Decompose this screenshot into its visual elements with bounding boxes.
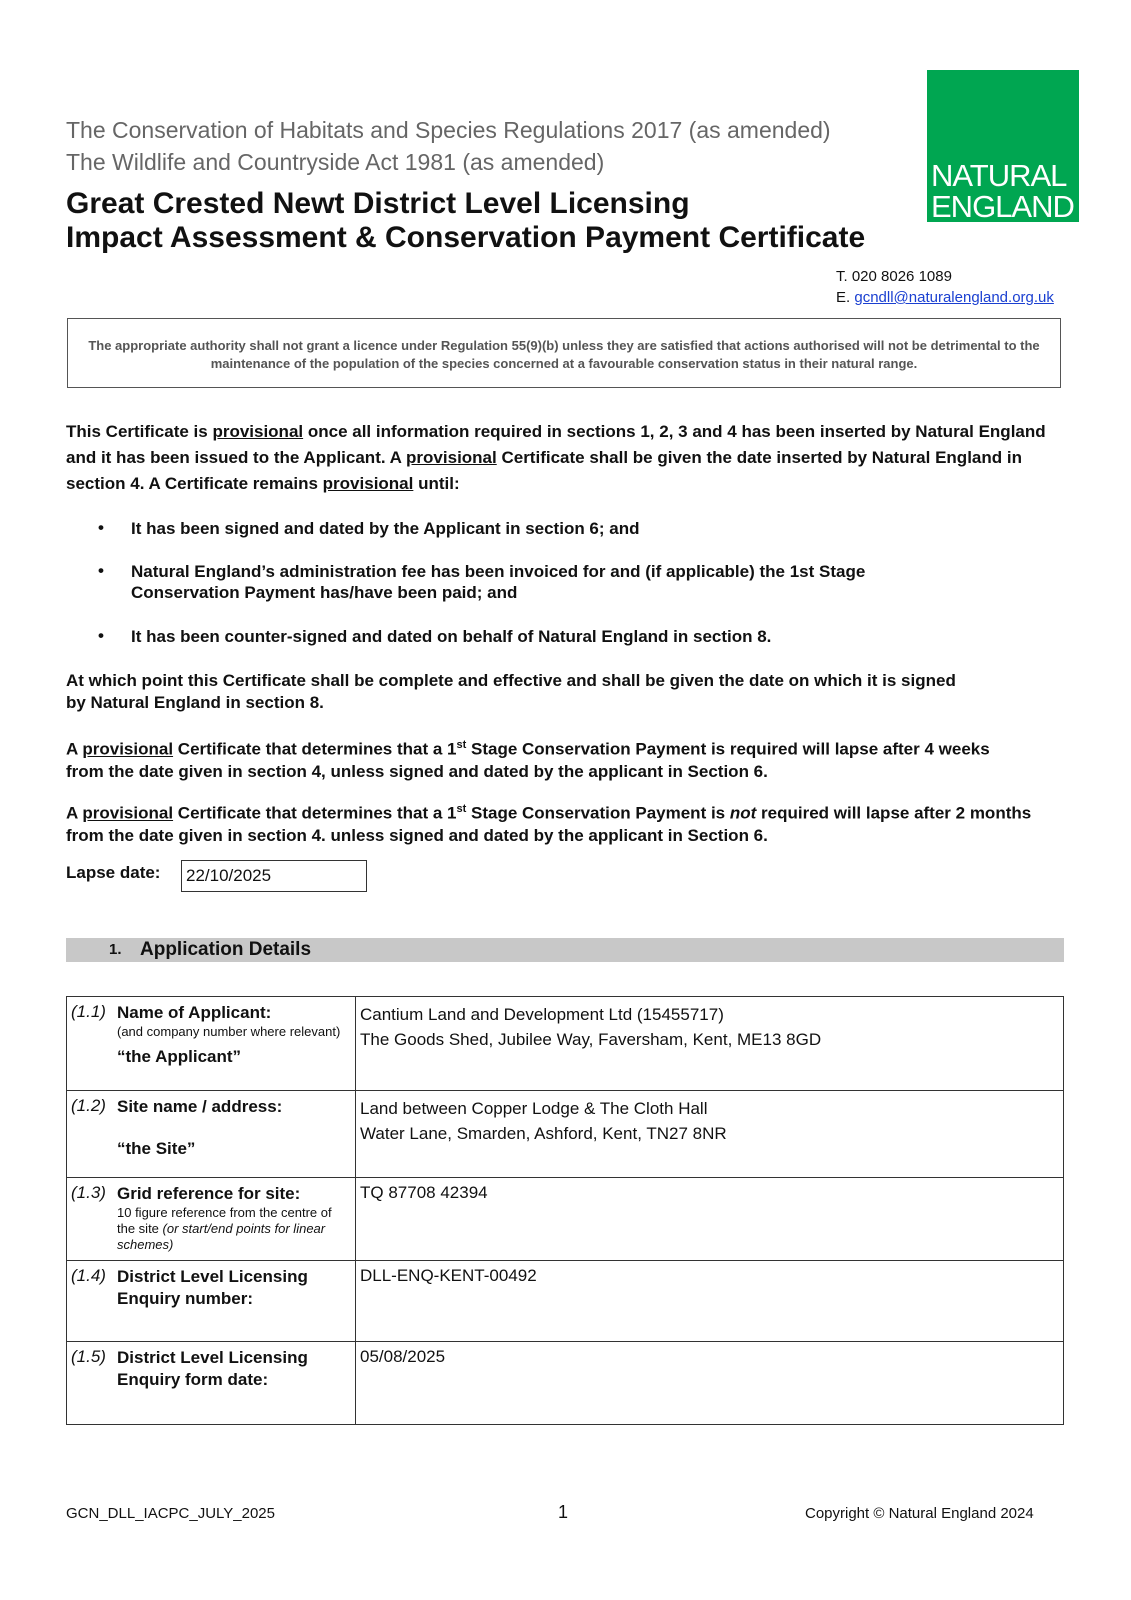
- label-cell: [67, 1091, 356, 1178]
- superscript: st: [456, 739, 467, 751]
- email-prefix: E.: [836, 289, 851, 306]
- provisional-term: provisional: [212, 422, 304, 441]
- text: This Certificate is: [66, 422, 213, 441]
- lapse-date-label: Lapse date:: [66, 863, 161, 882]
- row-note-italic: (or start/end points for linear schemes): [117, 1221, 326, 1252]
- table-row: [67, 1178, 1064, 1261]
- row-alias: “the Site”: [117, 1139, 196, 1158]
- logo-text-2: ENGLAND: [931, 189, 1074, 224]
- enquiry-form-date: 05/08/2025: [360, 1347, 446, 1366]
- applicant-address: The Goods Shed, Jubilee Way, Faversham, Kent, ME13 8GD: [360, 1030, 822, 1049]
- table-row: [67, 1091, 1064, 1178]
- label-cell: [67, 997, 356, 1091]
- text: until:: [413, 474, 460, 493]
- regulation-notice: The appropriate authority shall not grant a licence under Regulation 55(9)(b) unless they are satisfied that actions authorised will not be detrimental to the maintenance of the population of the species concerned at a favourable conservation status in their natural range.: [67, 318, 1061, 388]
- row-note: 10 figure reference from the centre of the site: [117, 1205, 332, 1236]
- page-number: 1: [558, 1502, 569, 1522]
- logo-text-1: NATURAL: [931, 158, 1067, 193]
- intro-paragraph-1: [66, 419, 1056, 497]
- value-cell[interactable]: [356, 1178, 1064, 1261]
- emphasis: not: [729, 803, 757, 823]
- intro-paragraph-2: At which point this Certificate shall be complete and effective and shall be given the date on which it is signed by Natural England in section 8.: [66, 671, 956, 712]
- bullet-icon: •: [98, 518, 104, 537]
- row-note: (and company number where relevant): [117, 1024, 341, 1039]
- footer-doc-code: GCN_DLL_IACPC_JULY_2025: [66, 1505, 275, 1522]
- bullet-item: Natural England’s administration fee has been invoiced for and (if applicable) the 1st Stage Conservation Payment has/have been paid; and: [131, 562, 866, 602]
- provisional-term: provisional: [406, 448, 497, 467]
- contact-email-row: [836, 289, 1054, 306]
- table-row: [67, 1261, 1064, 1342]
- bullet-icon: •: [98, 626, 104, 645]
- application-details-table: [66, 996, 1064, 1425]
- provisional-term: provisional: [322, 474, 414, 493]
- row-number: (1.4): [71, 1266, 106, 1285]
- row-alias: “the Applicant”: [117, 1047, 242, 1066]
- value-cell[interactable]: [356, 997, 1064, 1091]
- enquiry-number: DLL-ENQ-KENT-00492: [360, 1266, 537, 1285]
- row-number: (1.5): [71, 1347, 106, 1366]
- text: Certificate that determines that a 1: [173, 739, 457, 759]
- row-label: Grid reference for site:: [117, 1184, 301, 1203]
- section-1-header: [66, 938, 1064, 962]
- text: Stage Conservation Payment is required will lapse after 4 weeks from the date given in section 4, unless signed and dated by the applicant in Section 6.: [66, 739, 990, 781]
- text: required will lapse after 2 months from the date given in section 4. unless signed and dated by the applicant in Section 6.: [66, 803, 1032, 845]
- natural-england-logo: [927, 70, 1079, 222]
- contact-phone: T. 020 8026 1089: [836, 268, 952, 285]
- provisional-term: provisional: [82, 803, 174, 823]
- document-title-line-1: Great Crested Newt District Level Licensing: [66, 187, 690, 220]
- label-cell: [67, 1178, 356, 1261]
- value-cell[interactable]: [356, 1091, 1064, 1178]
- label-cell: [67, 1342, 356, 1425]
- section-number: 1.: [109, 941, 122, 958]
- lapse-date-field[interactable]: 22/10/2025: [181, 860, 367, 892]
- table-row: [67, 1342, 1064, 1425]
- intro-paragraph-3: [66, 734, 1016, 783]
- bullet-item: It has been counter-signed and dated on behalf of Natural England in section 8.: [131, 627, 772, 646]
- intro-paragraph-4: [66, 798, 1051, 847]
- bullet-icon: •: [98, 561, 104, 580]
- provisional-term: provisional: [82, 739, 174, 759]
- text: Certificate shall be given the date inserted by Natural England in section 4. A Certificate remains: [66, 448, 1022, 493]
- row-label: Name of Applicant:: [117, 1003, 272, 1022]
- value-cell[interactable]: [356, 1261, 1064, 1342]
- value-cell[interactable]: [356, 1342, 1064, 1425]
- row-label: Site name / address:: [117, 1097, 283, 1116]
- footer-copyright: Copyright © Natural England 2024: [805, 1505, 1034, 1522]
- section-title: Application Details: [140, 939, 312, 960]
- bullet-item: It has been signed and dated by the Applicant in section 6; and: [131, 519, 640, 538]
- text: A: [66, 739, 83, 759]
- text: once all information required in sections 1, 2, 3 and 4 has been inserted by Natural England and it has been issued to the Applicant. A: [66, 422, 1046, 467]
- label-cell: [67, 1261, 356, 1342]
- text: Certificate that determines that a 1: [173, 803, 457, 823]
- superscript: st: [456, 803, 467, 815]
- row-label: District Level Licensing Enquiry number:: [117, 1267, 308, 1308]
- text: Stage Conservation Payment is: [466, 803, 730, 823]
- table-row: [67, 997, 1064, 1091]
- row-number: (1.3): [71, 1183, 106, 1202]
- document-title-line-2: Impact Assessment & Conservation Payment Certificate: [66, 221, 866, 254]
- email-link[interactable]: gcndll@naturalengland.org.uk: [854, 289, 1054, 306]
- site-name: Land between Copper Lodge & The Cloth Hall: [360, 1099, 708, 1118]
- row-number: (1.1): [71, 1002, 106, 1021]
- row-label: District Level Licensing Enquiry form date:: [117, 1348, 308, 1389]
- row-number: (1.2): [71, 1096, 106, 1115]
- regulation-line-1: The Conservation of Habitats and Species Regulations 2017 (as amended): [66, 117, 831, 143]
- regulation-line-2: The Wildlife and Countryside Act 1981 (as amended): [66, 149, 605, 175]
- grid-reference: TQ 87708 42394: [360, 1183, 488, 1202]
- applicant-name: Cantium Land and Development Ltd (15455717): [360, 1005, 724, 1024]
- text: A: [66, 803, 83, 823]
- site-address: Water Lane, Smarden, Ashford, Kent, TN27 8NR: [360, 1124, 727, 1143]
